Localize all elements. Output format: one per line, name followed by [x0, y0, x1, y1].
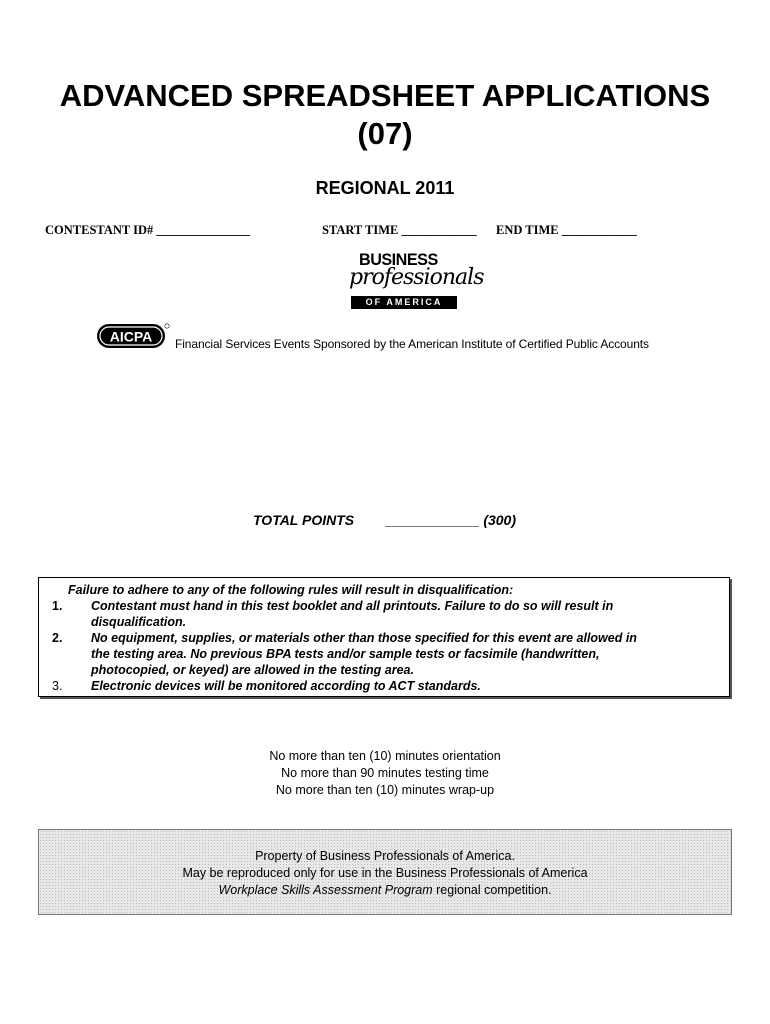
total-points-blank: ____________ (300) [386, 512, 517, 528]
rule-2-text: No equipment, supplies, or materials other than those specified for this event are allowed in [91, 631, 637, 645]
event-code: (07) [357, 116, 413, 151]
contestant-id-field: CONTESTANT ID# _______________ [45, 223, 251, 237]
program-name: Workplace Skills Assessment Program [218, 883, 433, 897]
rules-box [38, 577, 730, 697]
competition-level: REGIONAL 2011 [315, 178, 455, 198]
exam-title: ADVANCED SPREADSHEET APPLICATIONS [59, 78, 711, 113]
testing-time: No more than 90 minutes testing time [281, 766, 489, 780]
aicpa-logo-text: AICPA [109, 328, 153, 345]
rules-intro: Failure to adhere to any of the following rules will result in disqualification: [68, 583, 514, 597]
wrapup-time: No more than ten (10) minutes wrap-up [275, 783, 495, 797]
property-line-3 [39, 883, 731, 897]
end-time-field: END TIME ____________ [496, 223, 637, 237]
total-points-label: TOTAL POINTS [253, 512, 355, 528]
start-time-field: START TIME ____________ [322, 223, 477, 237]
rule-2-text-cont: photocopied, or keyed) are allowed in the testing area. [91, 663, 414, 677]
rule-number: 1. [52, 599, 63, 613]
rule-number: 3. [52, 679, 63, 693]
rule-3-text: Electronic devices will be monitored according to ACT standards. [91, 679, 481, 693]
rule-1-text: Contestant must hand in this test booklet and all printouts. Failure to do so will result in [91, 599, 614, 613]
bpa-logo-business: BUSINESS [359, 250, 438, 269]
bpa-logo-of-america: OF AMERICA [351, 296, 457, 309]
bpa-logo [347, 250, 484, 312]
property-line-1: Property of Business Professionals of America. [255, 849, 515, 863]
property-line-2: May be reproduced only for use in the Business Professionals of America [182, 866, 588, 880]
orientation-time: No more than ten (10) minutes orientation [269, 749, 501, 763]
sponsor-statement: Financial Services Events Sponsored by the American Institute of Certified Public Accounts [175, 337, 649, 351]
rule-number: 2. [52, 631, 63, 645]
rule-2-text-cont: the testing area. No previous BPA tests and/or sample tests or facsimile (handwritten, [91, 647, 600, 661]
rule-1-text-cont: disqualification. [91, 615, 187, 629]
bpa-logo-professionals: professionals [349, 265, 484, 290]
property-notice [38, 829, 732, 915]
aicpa-logo [96, 322, 170, 352]
property-line-3-rest: regional competition. [432, 883, 552, 897]
